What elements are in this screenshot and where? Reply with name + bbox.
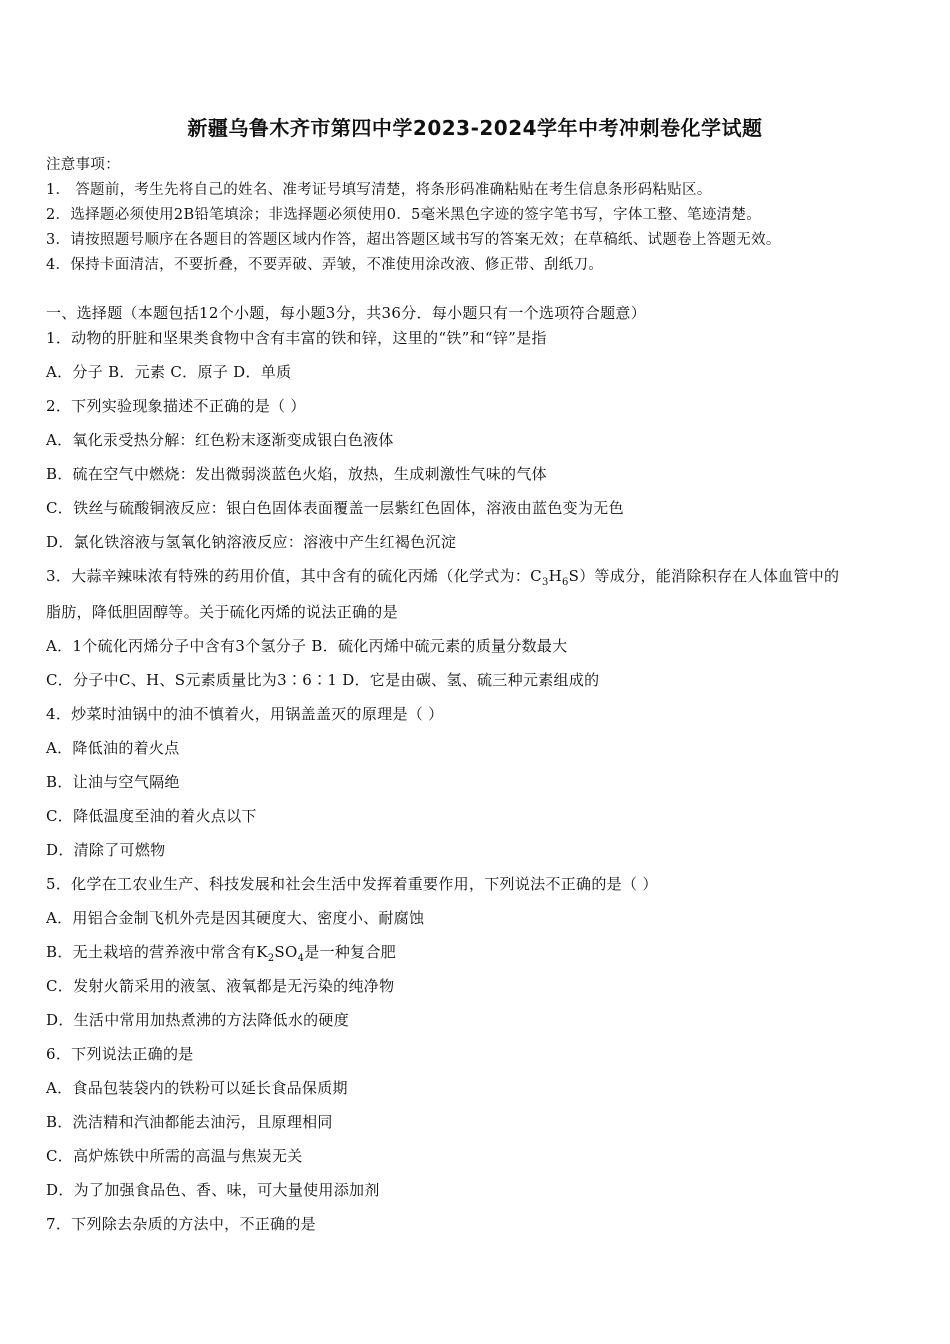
option-d: D．为了加强食品色、香、味，可大量使用添加剂 <box>46 1181 380 1199</box>
notice-item: 1． 答题前，考生先将自己的姓名、准考证号填写清楚，将条形码准确粘贴在考生信息条形码粘贴区。 <box>46 182 712 198</box>
option-d: D．生活中常用加热煮沸的方法降低水的硬度 <box>46 1011 350 1029</box>
options-ab: A．1个硫化丙烯分子中含有3个氢分子 B．硫化丙烯中硫元素的质量分数最大 <box>46 637 568 655</box>
question-stem-continuation: 脂肪，降低胆固醇等。关于硫化丙烯的说法正确的是 <box>46 603 398 621</box>
option-a: A．食品包装袋内的铁粉可以延长食品保质期 <box>46 1079 348 1097</box>
option-part: SO <box>274 943 298 961</box>
page-title: 新疆乌鲁木齐市第四中学2023-2024学年中考冲刺卷化学试题 <box>187 116 763 140</box>
option-part: 是一种复合肥 <box>304 943 397 961</box>
question-stem <box>46 565 839 588</box>
subscript: 3 <box>541 577 549 588</box>
question-stem: 4．炒菜时油锅中的油不慎着火，用锅盖盖灭的原理是（ ） <box>46 705 444 723</box>
option-c: C．高炉炼铁中所需的高温与焦炭无关 <box>46 1147 303 1165</box>
option-part: B．无土栽培的营养液中常含有K <box>46 943 268 961</box>
subscript: 4 <box>297 953 305 964</box>
option-a: A．氧化汞受热分解：红色粉末逐渐变成银白色液体 <box>46 431 394 449</box>
stem-part: 3．大蒜辛辣味浓有特殊的药用价值，其中含有的硫化丙烯（化学式为：C <box>46 567 542 585</box>
subscript: 2 <box>267 953 275 964</box>
option-b <box>46 941 396 964</box>
notice-item: 2．选择题必须使用2B铅笔填涂；非选择题必须使用0．5毫米黑色字迹的签字笔书写，字体工整、笔迹清楚。 <box>46 207 762 223</box>
stem-part: H <box>548 567 562 585</box>
section-heading: 一、选择题（本题包括12个小题，每小题3分，共36分．每小题只有一个选项符合题意） <box>46 304 647 322</box>
notice-heading: 注意事项： <box>46 157 120 173</box>
question-stem: 6．下列说法正确的是 <box>46 1045 194 1063</box>
question-options: A．分子 B．元素 C．原子 D．单质 <box>46 363 292 381</box>
option-d: D．氯化铁溶液与氢氧化钠溶液反应：溶液中产生红褐色沉淀 <box>46 533 457 551</box>
option-a: A．降低油的着火点 <box>46 739 180 757</box>
stem-part: S）等成分，能消除积存在人体血管中的 <box>568 567 840 585</box>
option-a: A．用铝合金制飞机外壳是因其硬度大、密度小、耐腐蚀 <box>46 909 425 927</box>
subscript: 6 <box>562 577 569 588</box>
option-c: C．降低温度至油的着火点以下 <box>46 807 257 825</box>
option-b: B．让油与空气隔绝 <box>46 773 180 791</box>
question-stem: 7．下列除去杂质的方法中，不正确的是 <box>46 1215 316 1233</box>
option-c: C．铁丝与硫酸铜液反应：银白色固体表面覆盖一层紫红色固体，溶液由蓝色变为无色 <box>46 499 624 517</box>
question-stem: 1．动物的肝脏和坚果类食物中含有丰富的铁和锌，这里的“铁”和“锌”是指 <box>46 329 547 347</box>
question-stem: 2．下列实验现象描述不正确的是（ ） <box>46 397 306 415</box>
options-cd: C．分子中C、H、S元素质量比为3∶6∶1 D．它是由碳、氢、硫三种元素组成的 <box>46 671 600 689</box>
option-d: D．清除了可燃物 <box>46 841 166 859</box>
question-stem: 5．化学在工农业生产、科技发展和社会生活中发挥着重要作用，下列说法不正确的是（ ） <box>46 875 658 893</box>
option-b: B．洗洁精和汽油都能去油污，且原理相同 <box>46 1113 333 1131</box>
notice-item: 4．保持卡面清洁，不要折叠，不要弄破、弄皱，不准使用涂改液、修正带、刮纸刀。 <box>46 257 604 273</box>
notice-item: 3．请按照题号顺序在各题目的答题区域内作答，超出答题区域书写的答案无效；在草稿纸、试题卷上答题无效。 <box>46 232 781 248</box>
option-b: B．硫在空气中燃烧：发出微弱淡蓝色火焰，放热，生成刺激性气味的气体 <box>46 465 547 483</box>
option-c: C．发射火箭采用的液氢、液氧都是无污染的纯净物 <box>46 977 395 995</box>
